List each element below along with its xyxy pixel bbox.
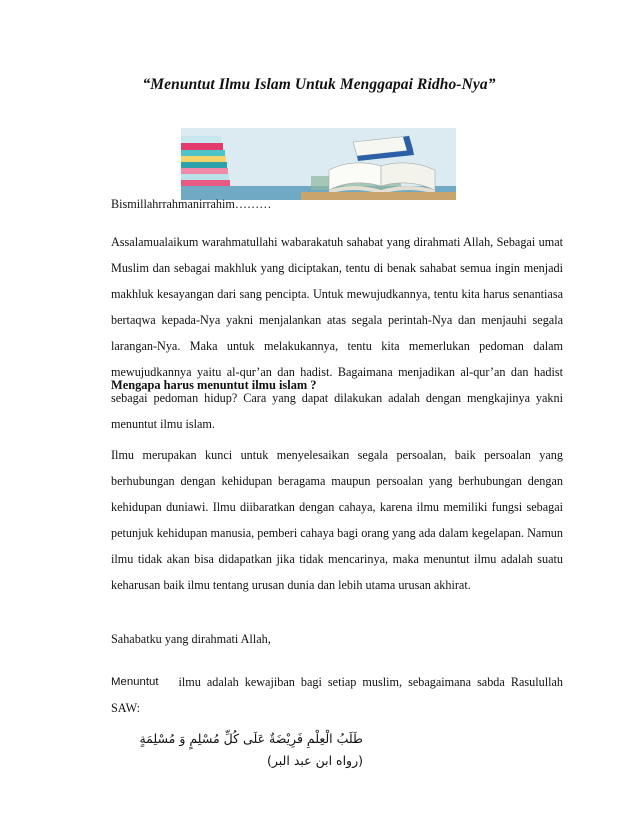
section-heading: Mengapa harus menuntut ilmu islam ? (111, 378, 317, 392)
paragraph-ilmu: Ilmu merupakan kunci untuk menyelesaikan segala persoalan, baik persoalan yang berhubungan dengan kehidupan beragama maupun persoalan yang berhubungan dengan kehidupan duniawi. Ilmu diibaratkan dengan cahaya, karena ilmu memiliki fungsi sebagai petunjuk kehidupan manusia, pemberi cahaya bagi orang yang ada dalam kegelapan. Namun ilmu tidak akan bisa didapatkan jika tidak mencarinya, maka menuntut ilmu adalah suatu keharusan baik ilmu tentang urusan dunia dan lebih utama urusan akhirat. (111, 448, 563, 592)
paragraph-opening: Assalamualaikum warahmatullahi wabarakatuh sahabat yang dirahmati Allah, Sebagai umat Muslim dan sebagai makhluk yang diciptakan, tentu di benak sahabat semua ingin menjadi makhluk kesayangan dari sang pencipta. Untuk mewujudkannya, tentu kita harus senantiasa bertaqwa kepada-Nya yakni menjalankan atas segala perintah-Nya dan menjauhi segala larangan-Nya. Maka untuk melakukannya, tentu kita memerlukan pedoman dalam mewujudkannya yaitu al-qur’an dan hadist. Bagaimana menjadikan al-qur’an dan hadist sebagai pedoman hidup? Cara yang dapat dilakukan adalah dengan mengkajinya yakni menuntut ilmu islam. (111, 235, 563, 431)
books-illustration (181, 128, 456, 200)
intro-block (111, 191, 563, 437)
stripe (181, 150, 225, 156)
menuntut-word: Menuntut (111, 676, 159, 688)
stripe (181, 143, 223, 150)
stripe (181, 136, 221, 143)
stripe (181, 168, 228, 174)
stripe (181, 162, 227, 168)
arabic-hadith: طَلَبُ الْعِلْمِ فَرِيْضَةٌ عَلَى كُلِّ مُسْلِمٍ وَ مُسْلِمَةٍ (رواه ابن عبد البر) (139, 731, 363, 768)
hadith-intro-text: ilmu adalah kewajiban bagi setiap muslim, sebagaimana sabda Rasulullah (178, 675, 563, 689)
stripe (181, 174, 229, 180)
greeting-text: Bismillahrrahmanirrahim……… (111, 197, 272, 211)
salutation-text: Sahabatku yang dirahmati Allah, (111, 632, 271, 646)
hadith-intro-line (111, 669, 563, 695)
salutation-block (111, 626, 563, 652)
document-title: “Menuntut Ilmu Islam Untuk Menggapai Ridho-Nya” (142, 76, 496, 93)
paragraph-block (111, 442, 563, 598)
stripe (181, 156, 226, 162)
stripe (181, 180, 230, 186)
hadith-intro-end: SAW: (111, 701, 141, 715)
hadith-intro-block (111, 669, 563, 721)
